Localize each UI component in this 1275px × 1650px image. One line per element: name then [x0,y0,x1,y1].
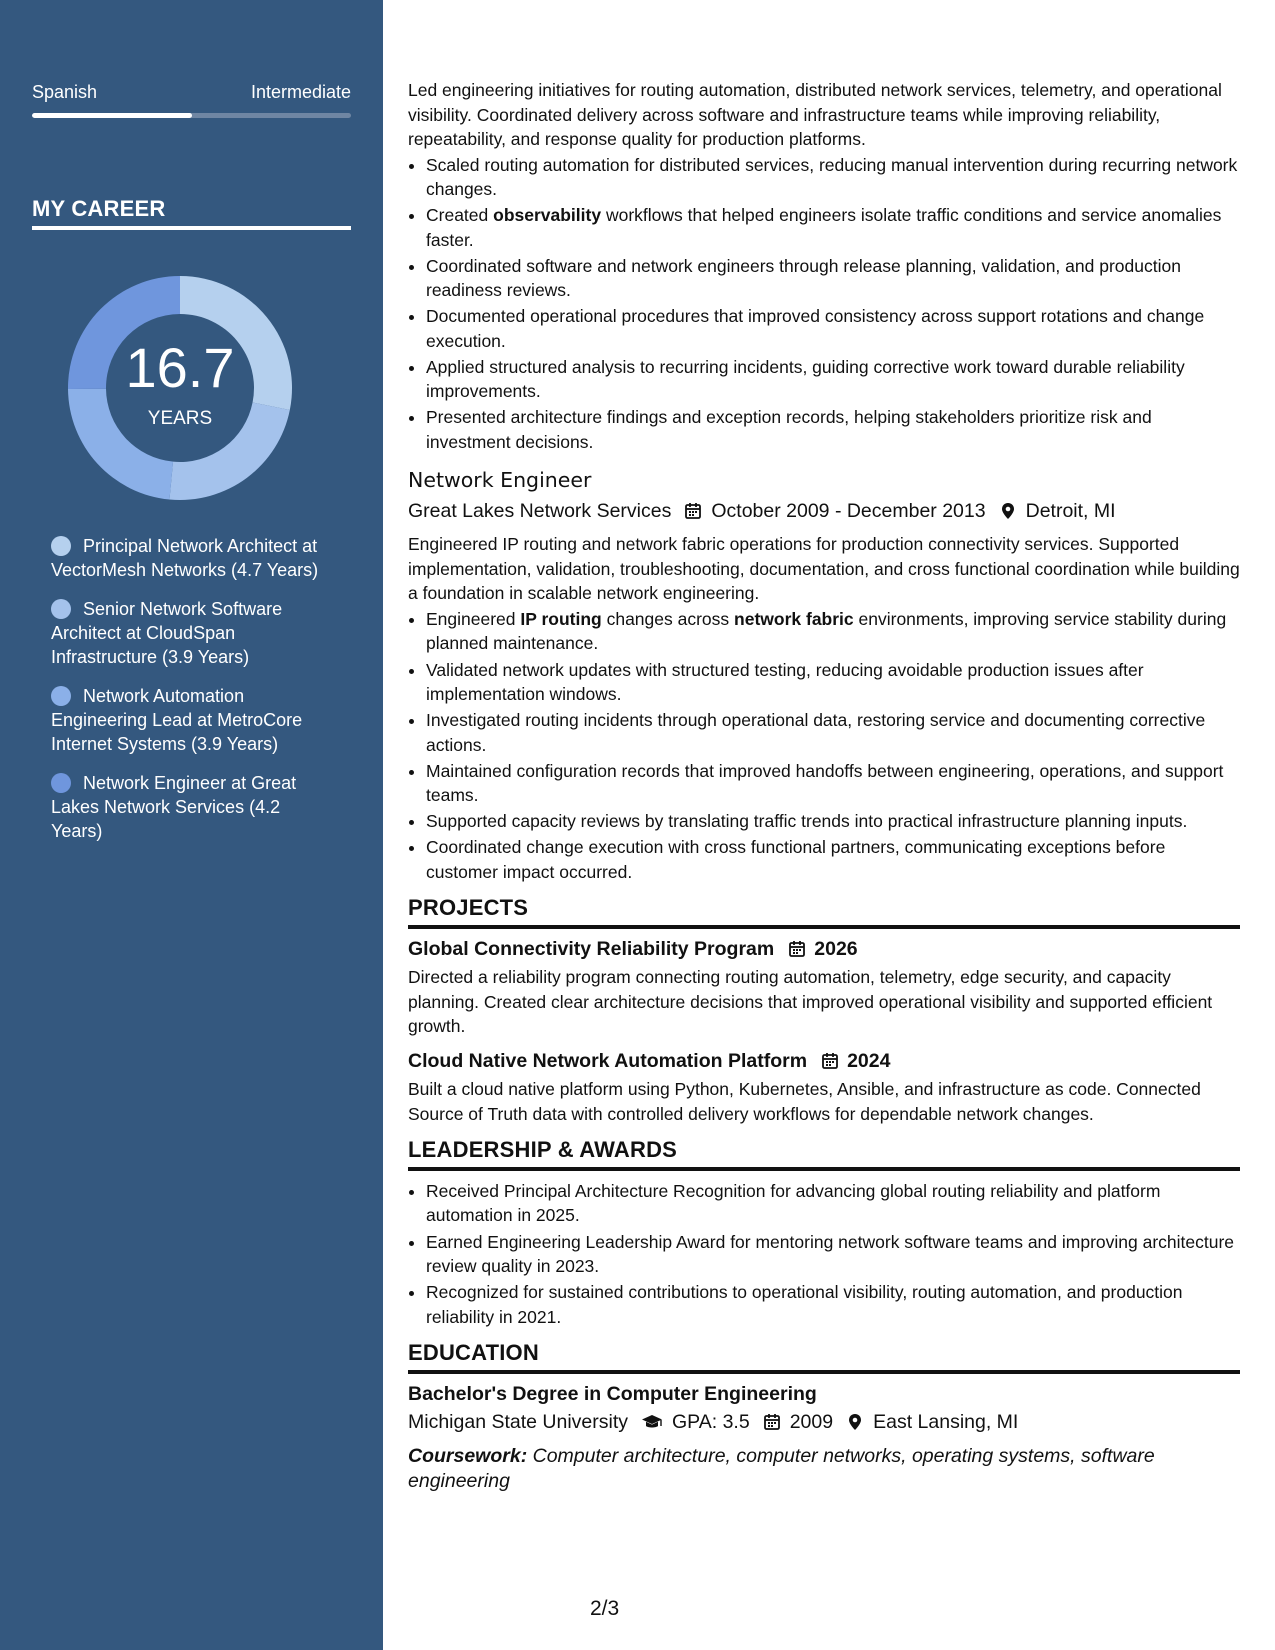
project-title: Cloud Native Network Automation Platform 2024 [408,1049,891,1072]
career-legend-item [51,771,331,843]
project-description: Built a cloud native platform using Python, Kubernetes, Ansible, and infrastructure as code. Connected Source of Truth data with controlled delivery workflows for dependable network changes. [408,1079,1201,1124]
project-title: Global Connectivity Reliability Program 2026 [408,937,858,960]
award-item: • Earned Engineering Leadership Award for mentoring network software teams and improving architecture review quality in 2023. [426,1230,1240,1279]
keyword: network fabric [734,608,854,629]
award-item: • Recognized for sustained contributions to operational visibility, routing automation, and production reliability in 2021. [426,1280,1240,1329]
career-legend [51,534,331,858]
award-item: • Received Principal Architecture Recognition for advancing global routing reliability and platform automation in 2025. [426,1179,1240,1228]
calendar-icon [788,940,806,958]
job-dates: October 2009 - December 2013 [711,499,986,522]
job-summary: Engineered IP routing and network fabric operations for production connectivity services. Supported implementation, validation, troubleshooting, documentation, and cross functional coordination while building a foundation in scalable network engineering. [408,534,1240,604]
awards-list [426,1179,1240,1329]
job-bullet: • Validated network updates with structured testing, reducing avoidable production issues after implementation windows. [426,658,1240,707]
school-name: Michigan State University [408,1411,629,1434]
job-location: Detroit, MI [1025,499,1116,522]
projects-heading: PROJECTS [408,896,1240,929]
language-name: Spanish [32,82,98,102]
legend-dot [51,773,71,793]
job-company: Great Lakes Network Services [408,499,672,522]
language-proficiency-bar [32,113,351,118]
graduation-cap-icon [641,1413,663,1431]
career-role-label: Network Engineer at Great Lakes Network Services (4.2 Years) [51,773,297,841]
job-bullet: • Coordinated change execution with cross functional partners, communicating exceptions before customer impact occurred. [426,835,1240,884]
career-divider [32,226,351,230]
sidebar [0,0,383,1650]
graduation-year: 2009 [789,1411,834,1434]
career-role-label: Network Automation Engineering Lead at MetroCore Internet Systems (3.9 Years) [51,686,303,754]
career-legend-item [51,597,331,669]
job-title: Network Engineer [408,468,592,493]
job-summary: Led engineering initiatives for routing automation, distributed network services, telemetry, and operational visibility. Coordinated delivery across software and infrastructure teams while improving reliability, repeatability, and response quality for production platforms. [408,80,1222,149]
job-bullet: • Applied structured analysis to recurring incidents, guiding corrective work toward durable reliability improvements. [426,355,1240,404]
job-bullet: • Maintained configuration records that improved handoffs between engineering, operations, and support teams. [426,759,1240,808]
career-section-title: MY CAREER [32,196,166,221]
career-role-label: Principal Network Architect at VectorMesh Networks (4.7 Years) [51,536,319,580]
job-bullets [426,607,1240,884]
language-proficiency-fill [32,113,192,118]
legend-dot [51,536,71,556]
keyword: IP routing [520,608,602,629]
project-description: Directed a reliability program connecting routing automation, telemetry, edge security, and capacity planning. Created clear architecture decisions that improved operational visibility and supported efficient growth. [408,967,1213,1037]
school-location: East Lansing, MI [873,1411,1019,1434]
job-meta [408,499,1240,524]
education-heading: EDUCATION [408,1341,1240,1374]
career-legend-item [51,684,331,756]
legend-dot [51,686,71,706]
language-level: Intermediate [250,82,351,102]
education-meta [408,1410,1240,1435]
donut-slice [68,389,173,500]
job-bullets [426,153,1240,455]
career-total-years: 16.7 [125,336,235,399]
main-content [408,78,1240,1494]
project-year: 2026 [814,937,858,960]
map-pin-icon [846,1413,864,1431]
language-row [32,82,351,103]
job-bullet: • Engineered IP routing changes across network fabric environments, improving service stability during planned maintenance. [426,607,1240,656]
job-bullet: • Presented architecture findings and exception records, helping stakeholders prioritize risk and investment decisions. [426,405,1240,454]
gpa: GPA: 3.5 [672,1411,750,1434]
degree-title: Bachelor's Degree in Computer Engineering [408,1382,817,1405]
legend-dot [51,599,71,619]
career-total-unit: YEARS [147,408,213,429]
job-bullet: • Investigated routing incidents through operational data, restoring service and documenting corrective actions. [426,708,1240,757]
calendar-icon [684,502,702,520]
career-role-label: Senior Network Software Architect at CloudSpan Infrastructure (3.9 Years) [51,599,283,667]
project-year: 2024 [847,1049,891,1072]
job-bullet: • Scaled routing automation for distributed services, reducing manual intervention during recurring network changes. [426,153,1240,202]
job-bullet: • Created observability workflows that helped engineers isolate traffic conditions and service anomalies faster. [426,203,1240,252]
job-bullet: • Coordinated software and network engineers through release planning, validation, and production readiness reviews. [426,254,1240,303]
calendar-icon [763,1413,781,1431]
coursework: Coursework: Computer architecture, computer networks, operating systems, software engineering [408,1444,1155,1492]
career-legend-item [51,534,331,582]
page-number: 2/3 [590,1597,620,1620]
job-bullet: • Documented operational procedures that improved consistency across support rotations and change execution. [426,304,1240,353]
awards-heading: LEADERSHIP & AWARDS [408,1138,1240,1171]
job-bullet: • Supported capacity reviews by translating traffic trends into practical infrastructure planning inputs. [426,809,1240,834]
keyword: observability [493,205,602,226]
map-pin-icon [999,502,1017,520]
calendar-icon [821,1052,839,1070]
